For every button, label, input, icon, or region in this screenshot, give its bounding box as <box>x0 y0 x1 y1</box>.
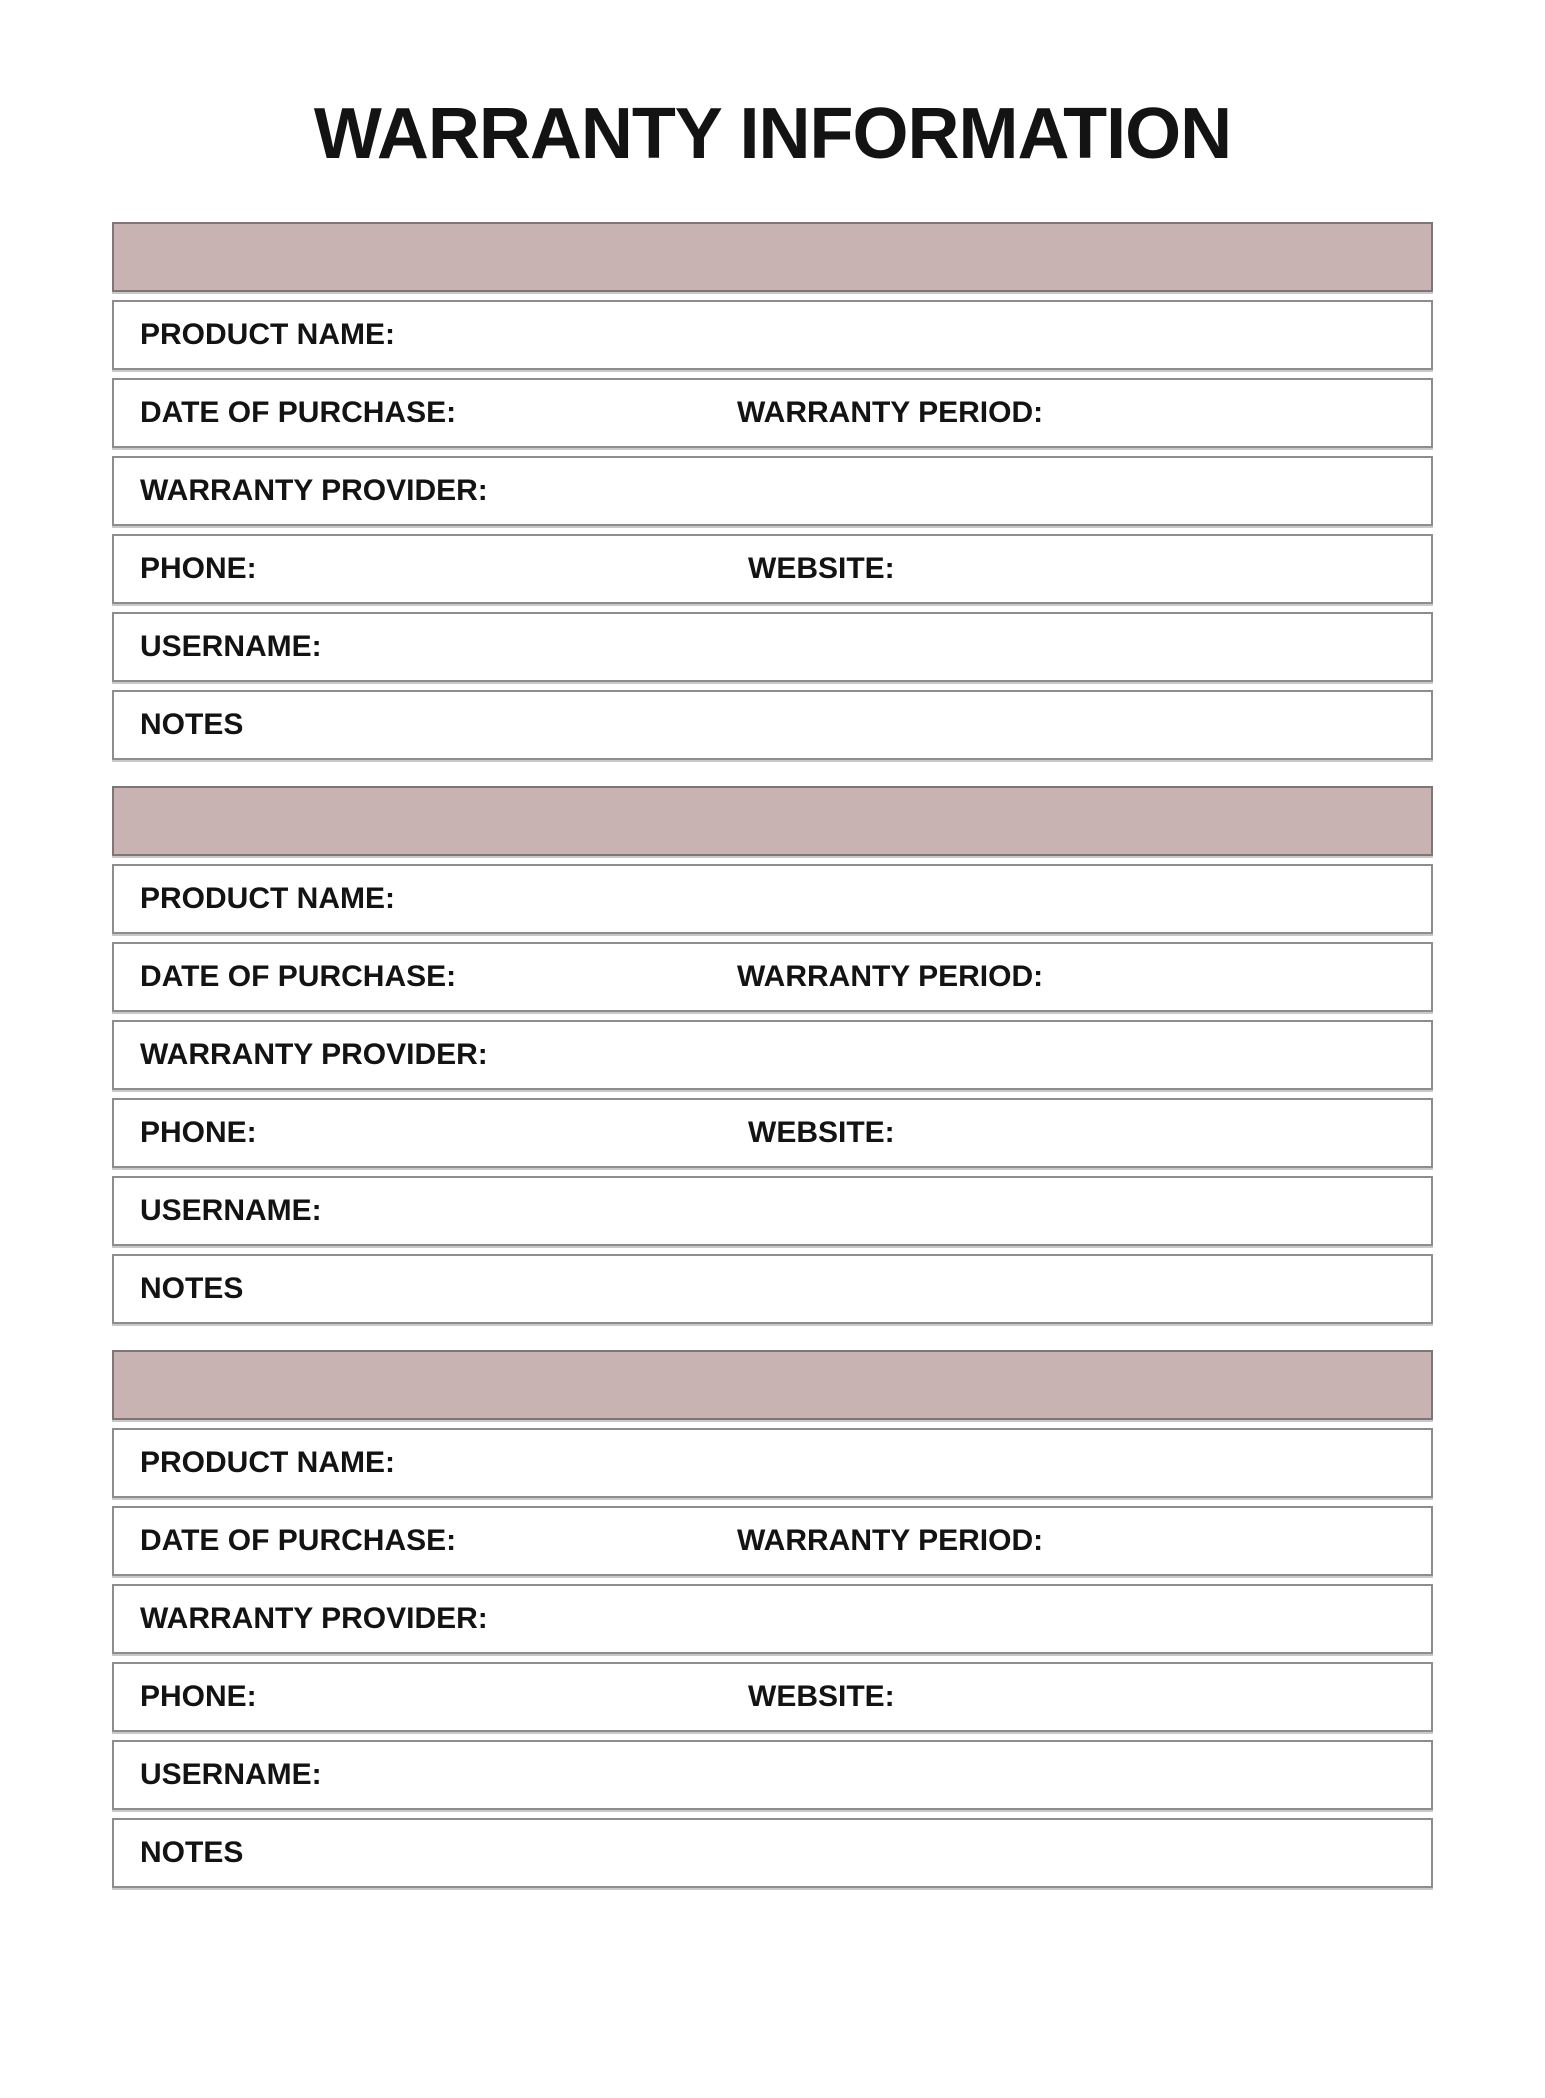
warranty-period-label: WARRANTY PERIOD: <box>737 396 1044 429</box>
username-field[interactable] <box>112 612 1433 682</box>
website-label: WEBSITE: <box>748 1116 895 1149</box>
notes-label: NOTES <box>140 1836 244 1869</box>
product-name-field[interactable] <box>112 1428 1433 1498</box>
form-content <box>112 222 1433 1888</box>
phone-label: PHONE: <box>140 1116 257 1149</box>
date-of-purchase-label: DATE OF PURCHASE: <box>140 396 457 429</box>
notes-label: NOTES <box>140 1272 244 1305</box>
product-name-label: PRODUCT NAME: <box>140 882 395 915</box>
warranty-section-2 <box>112 786 1433 1324</box>
phone-field[interactable] <box>112 534 1433 604</box>
product-name-field[interactable] <box>112 864 1433 934</box>
warranty-section-3 <box>112 1350 1433 1888</box>
warranty-provider-field[interactable] <box>112 1584 1433 1654</box>
warranty-period-label: WARRANTY PERIOD: <box>737 960 1044 993</box>
phone-label: PHONE: <box>140 1680 257 1713</box>
notes-field[interactable] <box>112 690 1433 760</box>
website-label: WEBSITE: <box>748 552 895 585</box>
section-header-bar <box>112 222 1433 292</box>
warranty-provider-field[interactable] <box>112 456 1433 526</box>
username-label: USERNAME: <box>140 1194 322 1227</box>
section-header-bar <box>112 786 1433 856</box>
username-label: USERNAME: <box>140 1758 322 1791</box>
notes-field[interactable] <box>112 1254 1433 1324</box>
username-field[interactable] <box>112 1740 1433 1810</box>
phone-label: PHONE: <box>140 552 257 585</box>
username-label: USERNAME: <box>140 630 322 663</box>
warranty-provider-field[interactable] <box>112 1020 1433 1090</box>
date-of-purchase-label: DATE OF PURCHASE: <box>140 1524 457 1557</box>
notes-label: NOTES <box>140 708 244 741</box>
notes-field[interactable] <box>112 1818 1433 1888</box>
phone-field[interactable] <box>112 1098 1433 1168</box>
warranty-provider-label: WARRANTY PROVIDER: <box>140 474 488 507</box>
product-name-field[interactable] <box>112 300 1433 370</box>
website-label: WEBSITE: <box>748 1680 895 1713</box>
date-of-purchase-field[interactable] <box>112 942 1433 1012</box>
date-of-purchase-field[interactable] <box>112 1506 1433 1576</box>
warranty-provider-label: WARRANTY PROVIDER: <box>140 1602 488 1635</box>
warranty-section-1 <box>112 222 1433 760</box>
date-of-purchase-label: DATE OF PURCHASE: <box>140 960 457 993</box>
warranty-period-label: WARRANTY PERIOD: <box>737 1524 1044 1557</box>
date-of-purchase-field[interactable] <box>112 378 1433 448</box>
page-title: WARRANTY INFORMATION <box>313 94 1232 174</box>
section-header-bar <box>112 1350 1433 1420</box>
product-name-label: PRODUCT NAME: <box>140 1446 395 1479</box>
username-field[interactable] <box>112 1176 1433 1246</box>
phone-field[interactable] <box>112 1662 1433 1732</box>
warranty-provider-label: WARRANTY PROVIDER: <box>140 1038 488 1071</box>
product-name-label: PRODUCT NAME: <box>140 318 395 351</box>
